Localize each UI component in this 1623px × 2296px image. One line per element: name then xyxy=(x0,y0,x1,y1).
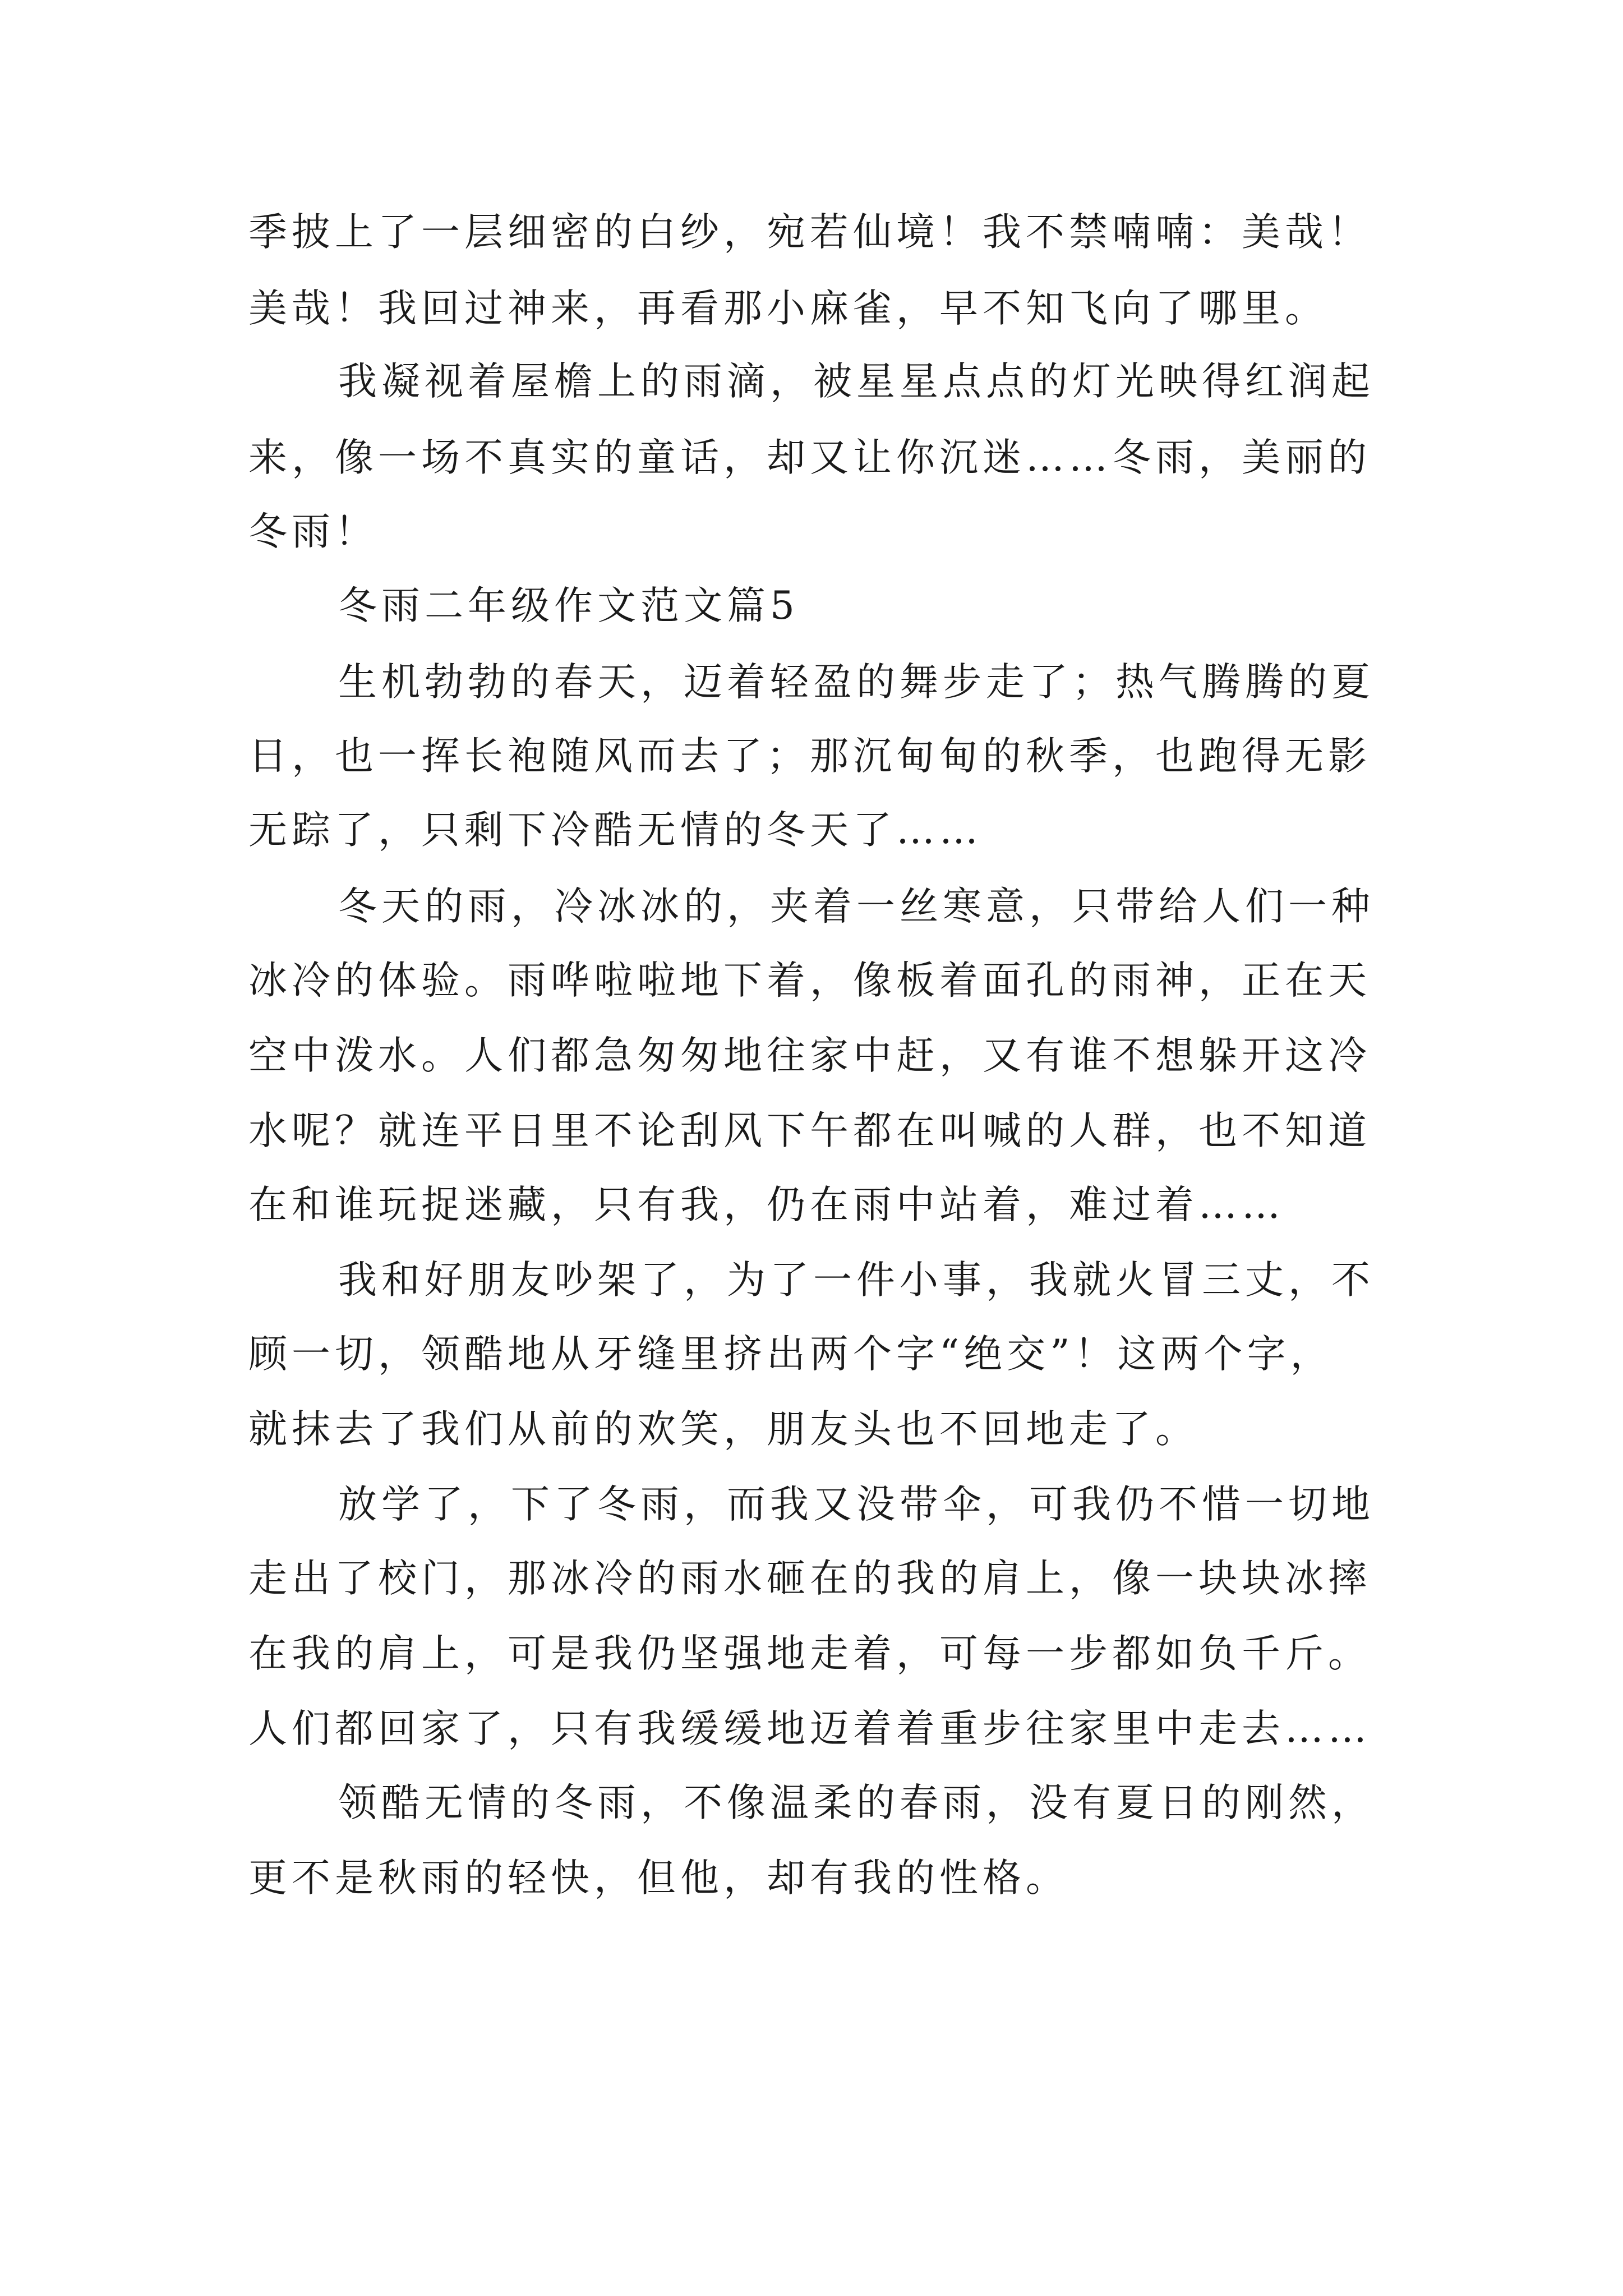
text-line-11: 冰冷的体验。雨哗啦啦地下着，像板着面孔的雨神，正在天 xyxy=(248,958,1371,1003)
text-line-1: 季披上了一层细密的白纱，宛若仙境！我不禁喃喃：美哉！ xyxy=(248,210,1371,255)
text-line-7: 生机勃勃的春天，迈着轻盈的舞步走了；热气腾腾的夏 xyxy=(338,660,1375,705)
text-line-12: 空中泼水。人们都急匆匆地往家中赶，又有谁不想躲开这冷 xyxy=(248,1033,1371,1078)
text-line-16: 顾一切，领酷地从牙缝里挤出两个字“绝交”！这两个字， xyxy=(248,1332,1334,1377)
text-line-4: 来，像一场不真实的童话，却又让你沉迷……冬雨，美丽的 xyxy=(248,435,1371,480)
text-line-17: 就抹去了我们从前的欢笑，朋友头也不回地走了。 xyxy=(248,1407,1198,1452)
section-heading: 冬雨二年级作文范文篇5 xyxy=(338,583,799,628)
text-line-5: 冬雨！ xyxy=(248,509,378,554)
text-line-3: 我凝视着屋檐上的雨滴，被星星点点的灯光映得红润起 xyxy=(338,359,1375,404)
text-line-22: 领酷无情的冬雨，不像温柔的春雨，没有夏日的刚然， xyxy=(338,1780,1375,1825)
text-line-13: 水呢？就连平日里不论刮风下午都在叫喊的人群，也不知道 xyxy=(248,1108,1371,1153)
text-line-2: 美哉！我回过神来，再看那小麻雀，早不知飞向了哪里。 xyxy=(248,286,1328,331)
text-line-9: 无踪了，只剩下冷酷无情的冬天了…… xyxy=(248,808,983,853)
text-line-14: 在和谁玩捉迷藏，只有我，仍在雨中站着，难过着…… xyxy=(248,1182,1285,1227)
text-line-21: 人们都回家了，只有我缓缓地迈着着重步往家里中走去…… xyxy=(248,1706,1371,1751)
text-line-20: 在我的肩上，可是我仍坚强地走着，可每一步都如负千斤。 xyxy=(248,1631,1371,1676)
text-line-8: 日，也一挥长袍随风而去了；那沉甸甸的秋季，也跑得无影 xyxy=(248,734,1371,779)
text-line-23: 更不是秋雨的轻快，但他，却有我的性格。 xyxy=(248,1856,1069,1901)
text-line-10: 冬天的雨，冷冰冰的，夹着一丝寒意，只带给人们一种 xyxy=(338,884,1375,929)
text-line-19: 走出了校门，那冰冷的雨水砸在的我的肩上，像一块块冰摔 xyxy=(248,1556,1371,1601)
text-line-15: 我和好朋友吵架了，为了一件小事，我就火冒三丈，不 xyxy=(338,1258,1375,1303)
text-line-18: 放学了，下了冬雨，而我又没带伞，可我仍不惜一切地 xyxy=(338,1482,1375,1527)
